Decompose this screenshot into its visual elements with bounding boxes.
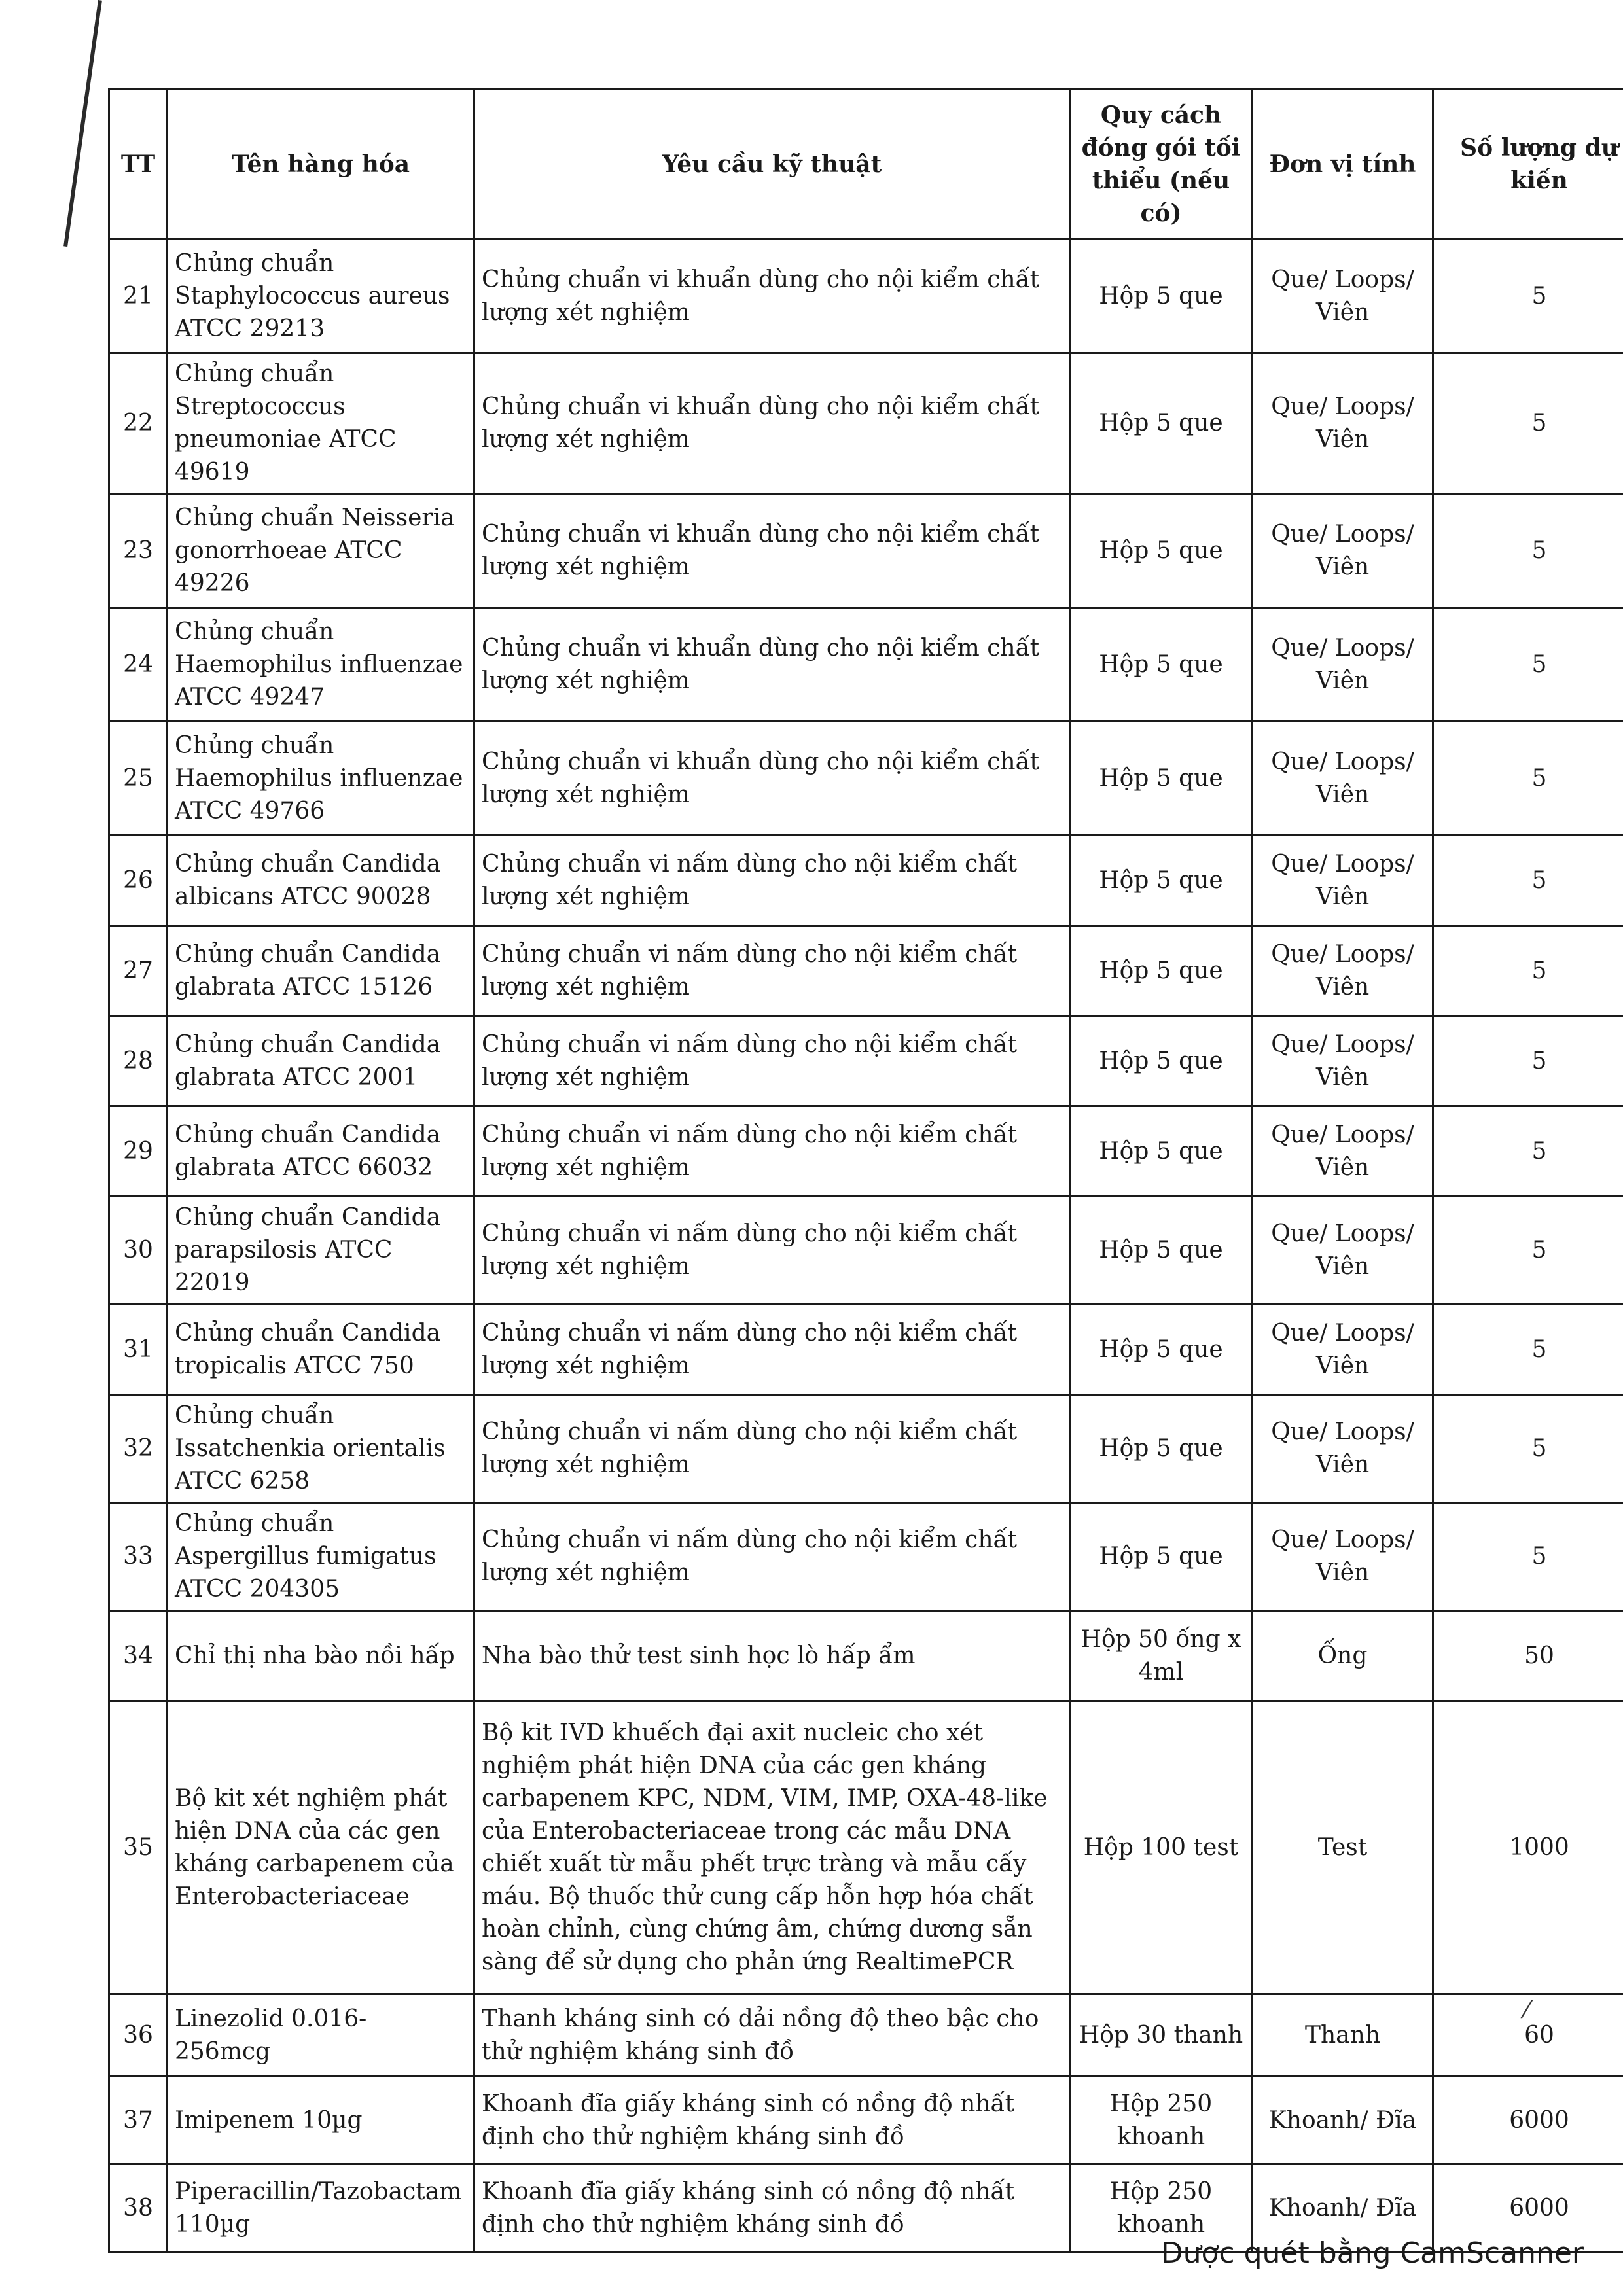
technical-requirement: Chủng chuẩn vi nấm dùng cho nội kiểm chất lượng xét nghiệm <box>474 926 1070 1016</box>
packaging: Hộp 5 que <box>1070 239 1253 353</box>
item-name: Bộ kit xét nghiệm phát hiện DNA của các gen kháng carbapenem của Enterobacteriaceae <box>168 1701 474 1994</box>
item-name: Chủng chuẩn Candida glabrata ATCC 2001 <box>168 1016 474 1106</box>
packaging: Hộp 250 khoanh <box>1070 2164 1253 2252</box>
unit: Thanh <box>1253 1994 1433 2077</box>
row-number: 23 <box>109 494 168 608</box>
unit: Que/ Loops/ Viên <box>1253 836 1433 926</box>
technical-requirement: Chủng chuẩn vi nấm dùng cho nội kiểm chất lượng xét nghiệm <box>474 1503 1070 1611</box>
quantity: 5 <box>1433 722 1623 836</box>
quantity: 60 <box>1433 1994 1623 2077</box>
unit: Khoanh/ Đĩa <box>1253 2164 1433 2252</box>
unit: Que/ Loops/ Viên <box>1253 926 1433 1016</box>
technical-requirement: Chủng chuẩn vi khuẩn dùng cho nội kiểm chất lượng xét nghiệm <box>474 608 1070 722</box>
unit: Que/ Loops/ Viên <box>1253 1106 1433 1197</box>
packaging: Hộp 100 test <box>1070 1701 1253 1994</box>
unit: Que/ Loops/ Viên <box>1253 494 1433 608</box>
table-row <box>109 722 1623 836</box>
quantity: 1000 <box>1433 1701 1623 1994</box>
table-row <box>109 239 1623 353</box>
row-number: 28 <box>109 1016 168 1106</box>
header-tt: TT <box>109 90 168 239</box>
header-requirement: Yêu cầu kỹ thuật <box>474 90 1070 239</box>
item-name: Chủng chuẩn Candida glabrata ATCC 15126 <box>168 926 474 1016</box>
table-row <box>109 1305 1623 1395</box>
page-edge-shadow <box>63 0 102 247</box>
packaging: Hộp 5 que <box>1070 836 1253 926</box>
packaging: Hộp 5 que <box>1070 1016 1253 1106</box>
table-row <box>109 1395 1623 1503</box>
quantity: 5 <box>1433 1395 1623 1503</box>
unit: Que/ Loops/ Viên <box>1253 608 1433 722</box>
technical-requirement: Chủng chuẩn vi nấm dùng cho nội kiểm chất lượng xét nghiệm <box>474 836 1070 926</box>
packaging: Hộp 50 ống x 4ml <box>1070 1611 1253 1701</box>
technical-requirement: Chủng chuẩn vi nấm dùng cho nội kiểm chất lượng xét nghiệm <box>474 1016 1070 1106</box>
item-name: Piperacillin/Tazobactam 110µg <box>168 2164 474 2252</box>
unit: Que/ Loops/ Viên <box>1253 1503 1433 1611</box>
technical-requirement: Chủng chuẩn vi khuẩn dùng cho nội kiểm chất lượng xét nghiệm <box>474 239 1070 353</box>
row-number: 24 <box>109 608 168 722</box>
quantity: 50 <box>1433 1611 1623 1701</box>
row-number: 31 <box>109 1305 168 1395</box>
quantity: 6000 <box>1433 2164 1623 2252</box>
item-name: Chỉ thị nha bào nồi hấp <box>168 1611 474 1701</box>
table-row <box>109 1701 1623 1994</box>
item-name: Chủng chuẩn Candida parapsilosis ATCC 22019 <box>168 1197 474 1305</box>
header-quantity: Số lượng dự kiến <box>1433 90 1623 239</box>
procurement-table <box>108 88 1623 2253</box>
table-row <box>109 1197 1623 1305</box>
header-unit: Đơn vị tính <box>1253 90 1433 239</box>
item-name: Imipenem 10µg <box>168 2077 474 2164</box>
item-name: Chủng chuẩn Candida albicans ATCC 90028 <box>168 836 474 926</box>
quantity: 6000 <box>1433 2077 1623 2164</box>
quantity: 5 <box>1433 353 1623 494</box>
technical-requirement: Khoanh đĩa giấy kháng sinh có nồng độ nhất định cho thử nghiệm kháng sinh đồ <box>474 2077 1070 2164</box>
item-name: Chủng chuẩn Candida glabrata ATCC 66032 <box>168 1106 474 1197</box>
quantity: 5 <box>1433 1016 1623 1106</box>
packaging: Hộp 250 khoanh <box>1070 2077 1253 2164</box>
table-row <box>109 926 1623 1016</box>
technical-requirement: Chủng chuẩn vi khuẩn dùng cho nội kiểm chất lượng xét nghiệm <box>474 353 1070 494</box>
quantity: 5 <box>1433 836 1623 926</box>
item-name: Chủng chuẩn Aspergillus fumigatus ATCC 204305 <box>168 1503 474 1611</box>
scanner-footer: Được quét bằng CamScanner <box>1160 2236 1584 2270</box>
table-row <box>109 1611 1623 1701</box>
row-number: 33 <box>109 1503 168 1611</box>
item-name: Chủng chuẩn Haemophilus influenzae ATCC 49766 <box>168 722 474 836</box>
technical-requirement: Chủng chuẩn vi nấm dùng cho nội kiểm chất lượng xét nghiệm <box>474 1106 1070 1197</box>
header-packaging: Quy cách đóng gói tối thiểu (nếu có) <box>1070 90 1253 239</box>
packaging: Hộp 5 que <box>1070 926 1253 1016</box>
technical-requirement: Chủng chuẩn vi nấm dùng cho nội kiểm chất lượng xét nghiệm <box>474 1197 1070 1305</box>
row-number: 27 <box>109 926 168 1016</box>
unit: Ống <box>1253 1611 1433 1701</box>
technical-requirement: Nha bào thử test sinh học lò hấp ẩm <box>474 1611 1070 1701</box>
packaging: Hộp 5 que <box>1070 353 1253 494</box>
scan-mark: ⁄ <box>1525 1997 1529 2024</box>
technical-requirement: Chủng chuẩn vi khuẩn dùng cho nội kiểm chất lượng xét nghiệm <box>474 722 1070 836</box>
table-row <box>109 2077 1623 2164</box>
table-row <box>109 836 1623 926</box>
packaging: Hộp 5 que <box>1070 608 1253 722</box>
row-number: 21 <box>109 239 168 353</box>
table-header-row <box>109 90 1623 239</box>
row-number: 32 <box>109 1395 168 1503</box>
table-body <box>109 239 1623 2252</box>
item-name: Chủng chuẩn Streptococcus pneumoniae ATCC 49619 <box>168 353 474 494</box>
row-number: 37 <box>109 2077 168 2164</box>
row-number: 30 <box>109 1197 168 1305</box>
quantity: 5 <box>1433 926 1623 1016</box>
unit: Que/ Loops/ Viên <box>1253 239 1433 353</box>
unit: Que/ Loops/ Viên <box>1253 722 1433 836</box>
quantity: 5 <box>1433 1503 1623 1611</box>
row-number: 25 <box>109 722 168 836</box>
row-number: 36 <box>109 1994 168 2077</box>
packaging: Hộp 5 que <box>1070 1395 1253 1503</box>
technical-requirement: Chủng chuẩn vi nấm dùng cho nội kiểm chất lượng xét nghiệm <box>474 1305 1070 1395</box>
quantity: 5 <box>1433 239 1623 353</box>
technical-requirement: Thanh kháng sinh có dải nồng độ theo bậc cho thử nghiệm kháng sinh đồ <box>474 1994 1070 2077</box>
packaging: Hộp 5 que <box>1070 494 1253 608</box>
unit: Que/ Loops/ Viên <box>1253 1197 1433 1305</box>
unit: Que/ Loops/ Viên <box>1253 1395 1433 1503</box>
unit: Que/ Loops/ Viên <box>1253 1016 1433 1106</box>
quantity: 5 <box>1433 1305 1623 1395</box>
table-row <box>109 608 1623 722</box>
table-row <box>109 494 1623 608</box>
item-name: Chủng chuẩn Staphylococcus aureus ATCC 29213 <box>168 239 474 353</box>
table-row <box>109 1503 1623 1611</box>
quantity: 5 <box>1433 1106 1623 1197</box>
row-number: 38 <box>109 2164 168 2252</box>
packaging: Hộp 5 que <box>1070 1305 1253 1395</box>
row-number: 35 <box>109 1701 168 1994</box>
item-name: Chủng chuẩn Issatchenkia orientalis ATCC 6258 <box>168 1395 474 1503</box>
item-name: Linezolid 0.016- 256mcg <box>168 1994 474 2077</box>
header-name: Tên hàng hóa <box>168 90 474 239</box>
unit: Que/ Loops/ Viên <box>1253 1305 1433 1395</box>
quantity: 5 <box>1433 608 1623 722</box>
unit: Que/ Loops/ Viên <box>1253 353 1433 494</box>
row-number: 34 <box>109 1611 168 1701</box>
item-name: Chủng chuẩn Neisseria gonorrhoeae ATCC 49226 <box>168 494 474 608</box>
unit: Khoanh/ Đĩa <box>1253 2077 1433 2164</box>
packaging: Hộp 5 que <box>1070 1503 1253 1611</box>
table-row <box>109 1106 1623 1197</box>
row-number: 29 <box>109 1106 168 1197</box>
quantity: 5 <box>1433 1197 1623 1305</box>
packaging: Hộp 5 que <box>1070 722 1253 836</box>
technical-requirement: Chủng chuẩn vi nấm dùng cho nội kiểm chất lượng xét nghiệm <box>474 1395 1070 1503</box>
unit: Test <box>1253 1701 1433 1994</box>
item-name: Chủng chuẩn Haemophilus influenzae ATCC 49247 <box>168 608 474 722</box>
packaging: Hộp 5 que <box>1070 1197 1253 1305</box>
table-row <box>109 1994 1623 2077</box>
table-row <box>109 1016 1623 1106</box>
table-row <box>109 353 1623 494</box>
technical-requirement: Khoanh đĩa giấy kháng sinh có nồng độ nhất định cho thử nghiệm kháng sinh đồ <box>474 2164 1070 2252</box>
item-name: Chủng chuẩn Candida tropicalis ATCC 750 <box>168 1305 474 1395</box>
row-number: 26 <box>109 836 168 926</box>
technical-requirement: Bộ kit IVD khuếch đại axit nucleic cho xét nghiệm phát hiện DNA của các gen kháng carbapenem KPC, NDM, VIM, IMP, OXA-48-like của Enterobacteriaceae trong các mẫu DNA chiết xuất từ mẫu phết trực tràng và mẫu cấy máu. Bộ thuốc thử cung cấp hỗn hợp hóa chất hoàn chỉnh, cùng chứng âm, chứng dương sẵn sàng để sử dụng cho phản ứng RealtimePCR <box>474 1701 1070 1994</box>
packaging: Hộp 5 que <box>1070 1106 1253 1197</box>
technical-requirement: Chủng chuẩn vi khuẩn dùng cho nội kiểm chất lượng xét nghiệm <box>474 494 1070 608</box>
quantity: 5 <box>1433 494 1623 608</box>
row-number: 22 <box>109 353 168 494</box>
packaging: Hộp 30 thanh <box>1070 1994 1253 2077</box>
